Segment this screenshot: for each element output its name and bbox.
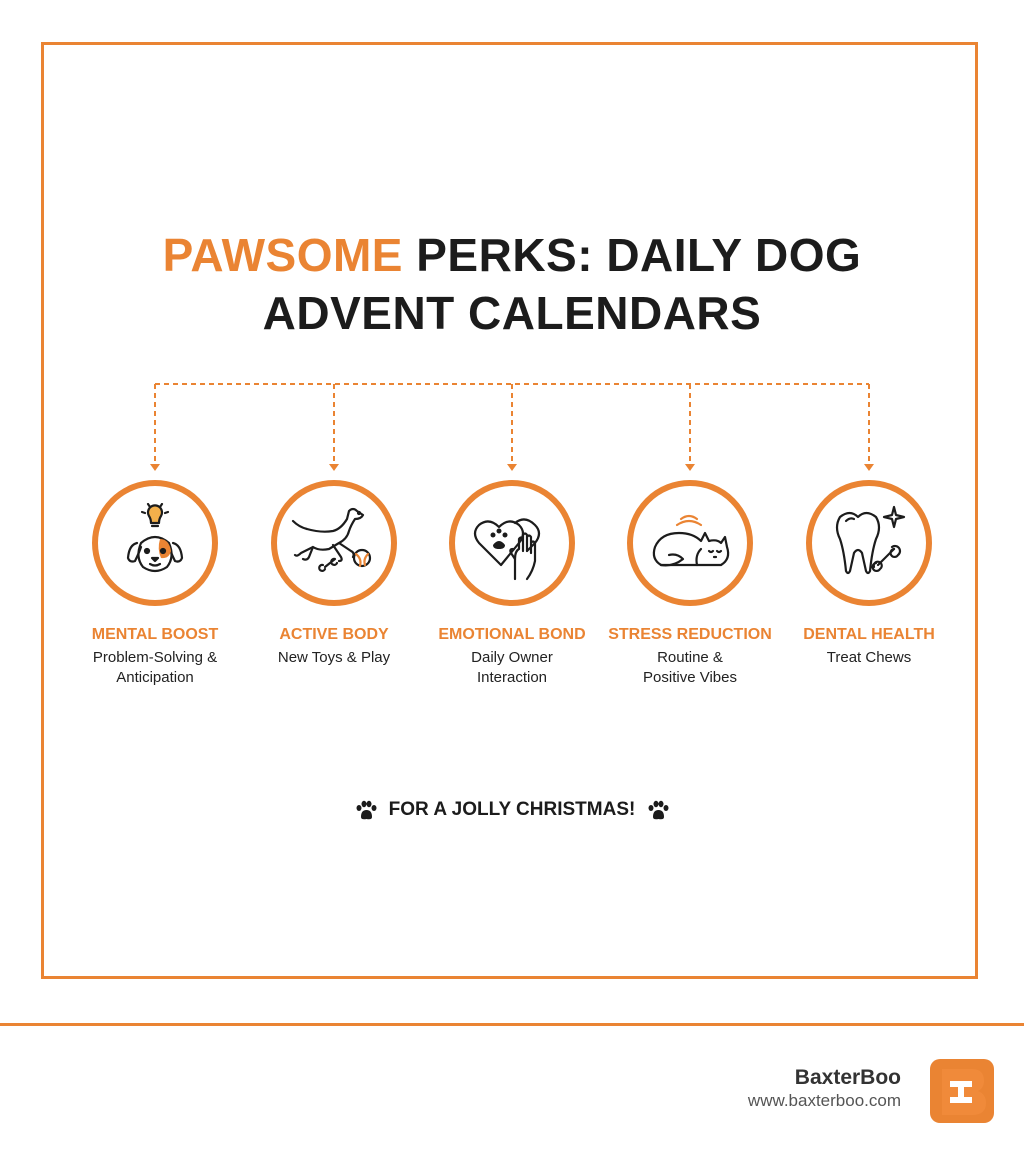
- paw-print-icon: [355, 799, 377, 821]
- benefit-description: [781, 648, 957, 668]
- benefit-description-line: Problem-Solving &: [92, 649, 218, 666]
- footer-divider: [0, 1023, 1024, 1026]
- benefit-icon-circle: [806, 480, 932, 606]
- tagline: [0, 798, 1024, 822]
- brand-block: [748, 1066, 901, 1112]
- jumping-dog-toys-icon: [289, 503, 379, 583]
- connector-arrow-3: [507, 464, 517, 471]
- benefit-icon-circle: [92, 480, 218, 606]
- sleeping-cat-icon: [647, 503, 733, 583]
- tooth-bone-icon: [826, 503, 912, 583]
- benefit-description-line: Interaction: [476, 669, 548, 686]
- benefit-active-body: [246, 480, 422, 668]
- benefit-icon-circle: [627, 480, 753, 606]
- dog-face-lightbulb-icon: [115, 503, 195, 583]
- tagline-text: FOR A JOLLY CHRISTMAS!: [388, 799, 636, 820]
- connector-arrow-2: [329, 464, 339, 471]
- brand-name: BaxterBoo: [794, 1066, 901, 1089]
- benefit-description-line: Positive Vibes: [643, 669, 737, 686]
- benefit-icon-circle: [449, 480, 575, 606]
- connector-arrow-4: [685, 464, 695, 471]
- benefit-description-line: Routine &: [657, 649, 723, 666]
- benefit-stress-reduction: [602, 480, 778, 688]
- benefit-dental-health: [781, 480, 957, 668]
- brand-url[interactable]: www.baxterboo.com: [747, 1091, 901, 1110]
- benefit-title: EMOTIONAL BOND: [438, 626, 586, 643]
- title-line-2: ADVENT CALENDARS: [262, 287, 762, 339]
- benefit-title: ACTIVE BODY: [279, 626, 389, 643]
- title-accent-word: PAWSOME: [162, 229, 403, 281]
- benefit-description-line: Anticipation: [116, 669, 194, 686]
- benefit-description: [424, 648, 600, 688]
- benefit-description: [602, 648, 778, 688]
- baxterboo-logo-icon: [928, 1057, 996, 1125]
- benefit-mental-boost: [67, 480, 243, 688]
- connector-arrow-1: [150, 464, 160, 471]
- benefit-description-line: New Toys & Play: [277, 649, 391, 666]
- hearts-paw-hand-icon: [469, 503, 555, 583]
- benefit-title: STRESS REDUCTION: [608, 626, 772, 643]
- benefit-description: [246, 648, 422, 668]
- connector-arrow-5: [864, 464, 874, 471]
- title-rest-line-1: PERKS: DAILY DOG: [416, 229, 862, 281]
- benefit-icon-circle: [271, 480, 397, 606]
- benefit-emotional-bond: [424, 480, 600, 688]
- connector-lines: [0, 0, 1024, 480]
- benefit-description-line: Treat Chews: [826, 649, 912, 666]
- paw-print-icon: [647, 799, 669, 821]
- benefit-title: MENTAL BOOST: [91, 626, 219, 643]
- benefit-description-line: Daily Owner: [471, 649, 553, 666]
- benefit-description: [67, 648, 243, 688]
- benefit-title: DENTAL HEALTH: [803, 626, 935, 643]
